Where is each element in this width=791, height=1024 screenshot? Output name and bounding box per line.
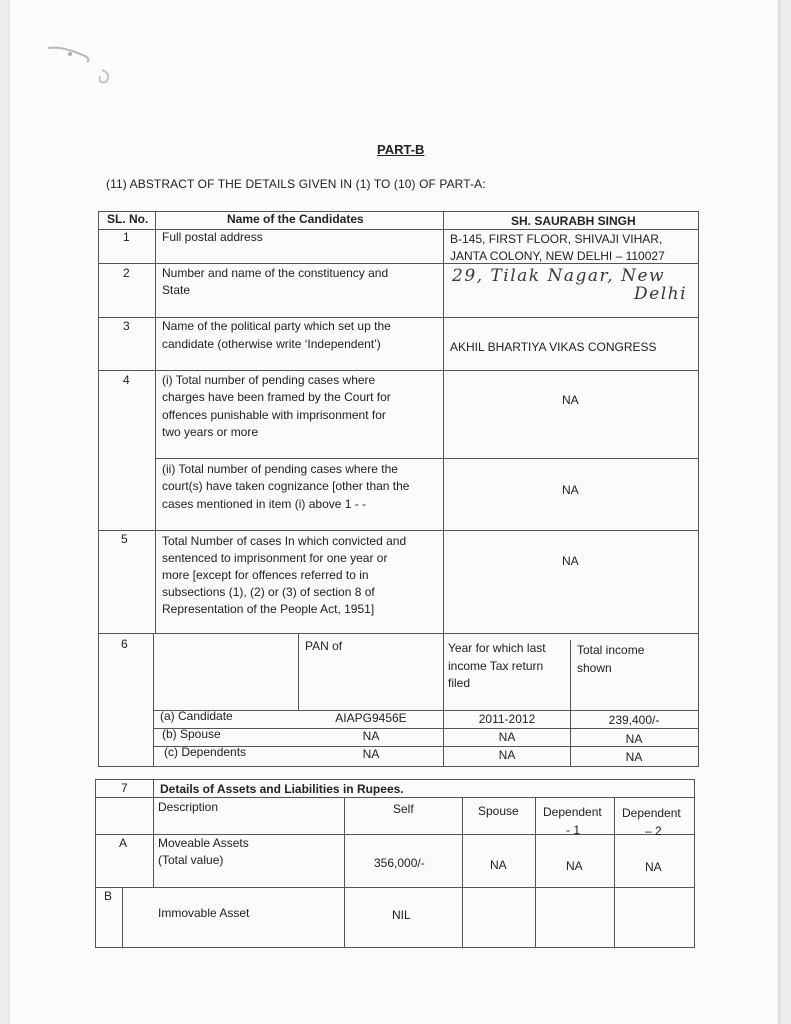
table2-header-description: Description bbox=[158, 800, 219, 814]
row-1-label: Full postal address bbox=[162, 230, 263, 244]
table2-header-dep2-line-2: – 2 bbox=[645, 824, 662, 838]
table2-row-a-label-line-2: (Total value) bbox=[158, 853, 224, 867]
row6-spouse-income: NA bbox=[625, 732, 643, 746]
table2-row-b-number: B bbox=[104, 889, 113, 903]
row6-dependents-pan: NA bbox=[362, 747, 380, 761]
header-sl-no: SL. No. bbox=[107, 212, 149, 226]
table2-row-a-self: 356,000/- bbox=[374, 856, 425, 870]
row-2-number: 2 bbox=[123, 266, 130, 280]
handwritten-constituency-line-2: Delhi bbox=[634, 284, 688, 304]
row-2-label-line-1: Number and name of the constituency and bbox=[162, 266, 389, 280]
row-4i-label-line-3: offences punishable with imprisonment for bbox=[162, 408, 386, 422]
table2-header-dep1-line-1: Dependent bbox=[543, 805, 602, 819]
row-5-label-line-5: Representation of the People Act, 1951] bbox=[162, 602, 375, 616]
table2-row-b-self: NIL bbox=[392, 908, 411, 922]
year-header-line-1: Year for which last bbox=[448, 641, 546, 655]
row-3-label-line-2: candidate (otherwise write ‘Independent’) bbox=[162, 337, 381, 351]
row6-dependents-label: (c) Dependents bbox=[164, 745, 247, 759]
header-name-of-candidates: Name of the Candidates bbox=[227, 212, 364, 226]
table2-header-self: Self bbox=[393, 802, 414, 816]
row6-candidate-income: 239,400/- bbox=[608, 713, 660, 727]
row-5-label-line-3: more [except for offences referred to in bbox=[162, 568, 369, 582]
row-4ii-label-line-3: cases mentioned in item (i) above 1 - - bbox=[162, 497, 367, 511]
table2-row-a-dep1: NA bbox=[566, 859, 583, 873]
year-header-line-2: income Tax return bbox=[448, 659, 544, 673]
pan-of-header: PAN of bbox=[305, 639, 343, 653]
row-5-label-line-2: sentenced to imprisonment for one year or bbox=[162, 551, 388, 565]
row-4ii-label-line-2: court(s) have taken cognizance [other than the bbox=[162, 479, 410, 493]
row-4i-label-line-1: (i) Total number of pending cases where bbox=[162, 373, 376, 387]
table2-number: 7 bbox=[121, 781, 128, 795]
row-1-number: 1 bbox=[123, 230, 130, 244]
row-4-number: 4 bbox=[123, 373, 130, 387]
row6-candidate-pan: AIAPG9456E bbox=[335, 711, 407, 725]
row-4i-label-line-2: charges have been framed by the Court for bbox=[162, 390, 391, 404]
table2-row-a-number: A bbox=[119, 836, 128, 850]
row6-candidate-label: (a) Candidate bbox=[160, 709, 233, 723]
row-3-label-line-1: Name of the political party which set up the bbox=[162, 319, 391, 333]
row6-dependents-income: NA bbox=[625, 750, 643, 764]
table2-row-b-label: Immovable Asset bbox=[158, 906, 250, 920]
row-4ii-value: NA bbox=[562, 483, 579, 497]
income-header-line-1: Total income bbox=[577, 643, 645, 657]
table2-header-dep2-line-1: Dependent bbox=[622, 806, 681, 820]
income-header-line-2: shown bbox=[577, 661, 612, 675]
row-5-label-line-1: Total Number of cases In which convicted and bbox=[162, 534, 407, 548]
row6-spouse-year: NA bbox=[498, 730, 516, 744]
part-title: PART-B bbox=[377, 142, 425, 157]
table2-row-a-spouse: NA bbox=[490, 858, 507, 872]
row-2-label-line-2: State bbox=[162, 283, 191, 297]
row6-spouse-pan: NA bbox=[362, 729, 380, 743]
row-5-value: NA bbox=[562, 554, 579, 568]
row6-spouse-label: (b) Spouse bbox=[162, 727, 221, 741]
header-candidate-name: SH. SAURABH SINGH bbox=[511, 214, 636, 228]
handwritten-constituency-line-1: 29, Tilak Nagar, New bbox=[452, 266, 666, 286]
row-3-number: 3 bbox=[123, 319, 130, 333]
postal-address-line-2: JANTA COLONY, NEW DELHI – 110027 bbox=[450, 249, 665, 263]
row6-candidate-year: 2011-2012 bbox=[478, 712, 536, 726]
row6-dependents-year: NA bbox=[498, 748, 516, 762]
row-4i-value: NA bbox=[562, 393, 579, 407]
row-5-label-line-4: subsections (1), (2) or (3) of section 8 of bbox=[162, 585, 375, 599]
row-6-number: 6 bbox=[121, 637, 128, 651]
year-header-line-3: filed bbox=[448, 676, 471, 690]
postal-address-line-1: B-145, FIRST FLOOR, SHIVAJI VIHAR, bbox=[450, 232, 663, 246]
row-4ii-label-line-1: (ii) Total number of pending cases where the bbox=[162, 462, 398, 476]
abstract-heading: (11) ABSTRACT OF THE DETAILS GIVEN IN (1) TO (10) OF PART-A: bbox=[106, 177, 486, 191]
row-4i-label-line-4: two years or more bbox=[162, 425, 259, 439]
table2-header-dep1-line-2: - 1 bbox=[566, 823, 581, 837]
paper-scuff-mark bbox=[42, 40, 122, 90]
political-party-value: AKHIL BHARTIYA VIKAS CONGRESS bbox=[450, 340, 657, 354]
table2-row-a-dep2: NA bbox=[645, 860, 662, 874]
table2-header-spouse: Spouse bbox=[478, 804, 519, 818]
table2-row-a-label-line-1: Moveable Assets bbox=[158, 836, 249, 850]
row-5-number: 5 bbox=[121, 532, 128, 546]
table2-title: Details of Assets and Liabilities in Rupees. bbox=[160, 782, 404, 796]
